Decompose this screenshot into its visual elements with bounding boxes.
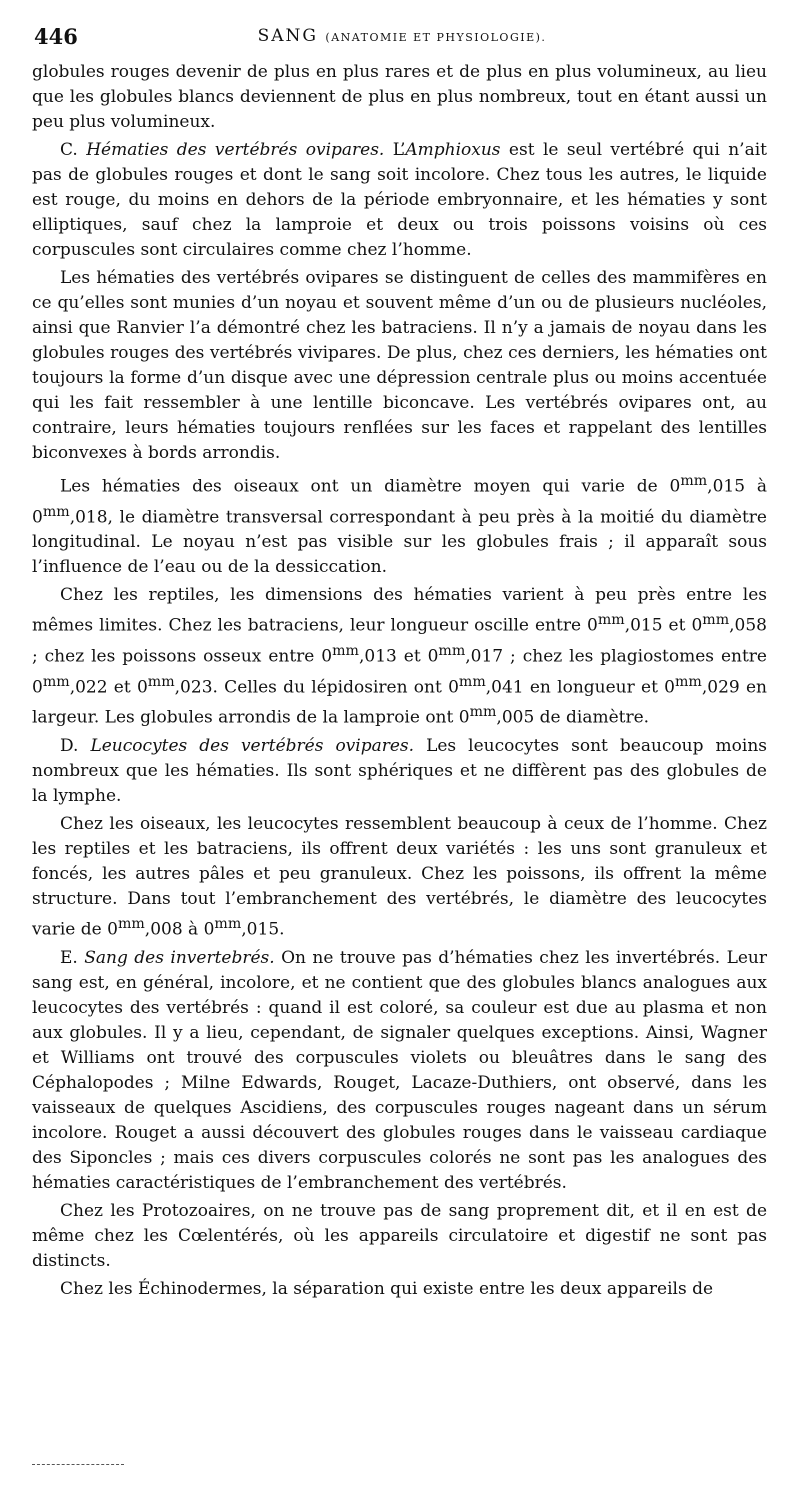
text-run: ,005 de diamètre. bbox=[496, 707, 650, 728]
unit-superscript: mm bbox=[147, 673, 175, 690]
italic-run: Amphioxus bbox=[405, 140, 501, 160]
text-run: ,023. Celles du lépidosiren ont 0 bbox=[174, 677, 459, 698]
unit-superscript: mm bbox=[469, 704, 497, 721]
unit-superscript: mm bbox=[680, 473, 708, 489]
unit-superscript: mm bbox=[332, 642, 359, 659]
unit-superscript: mm bbox=[438, 642, 466, 659]
paragraph bbox=[32, 734, 767, 809]
unit-superscript: mm bbox=[597, 612, 625, 629]
text-run: globules rouges devenir de plus en plus rares et de plus en plus volumineux, au lieu que les globules blancs deviennent de plus en plus nombreux, tout en étant aussi un peu plus volumineux. bbox=[32, 62, 767, 132]
text-run: ,015 et 0 bbox=[624, 615, 703, 636]
paragraph bbox=[32, 583, 767, 731]
text-run: C. bbox=[60, 140, 87, 160]
text-run: Chez les reptiles, les dimensions des hématies varient à peu près entre les mêmes limites. Chez les batraciens, leur longueur oscille entre 0 bbox=[32, 585, 767, 636]
text-run: D. bbox=[60, 735, 91, 756]
paragraph bbox=[32, 469, 767, 580]
text-run: L’ bbox=[384, 140, 406, 160]
running-head-title: SANG bbox=[257, 26, 318, 46]
text-run: ,041 en longueur et 0 bbox=[485, 677, 675, 698]
body-text bbox=[32, 60, 767, 1305]
text-run: Chez les Échinodermes, la séparation qui existe entre les deux appareils de bbox=[60, 1278, 714, 1299]
text-run: ,008 à 0 bbox=[144, 919, 215, 940]
text-run: Chez les oiseaux, les leucocytes ressemblent beaucoup à ceux de l’homme. Chez les reptiles et les batraciens, ils offrent deux variétés : les uns sont granuleux et foncés, les autres pâles et peu granuleux. Chez les poissons, ils offrent la même structure. Dans tout l’embranchement des vertébrés, le diamètre des leucocytes varie de 0 bbox=[32, 813, 767, 940]
paragraph bbox=[32, 60, 767, 135]
paragraph bbox=[32, 812, 767, 943]
page-header bbox=[32, 20, 772, 54]
text-run: ,015 à 0 bbox=[32, 476, 767, 528]
unit-superscript: mm bbox=[458, 673, 486, 690]
running-head bbox=[32, 26, 772, 46]
text-run: ,029 en largeur. Les globules arrondis de la lamproie ont 0 bbox=[32, 677, 767, 728]
paragraph bbox=[32, 1199, 767, 1274]
text-run: Les leucocytes sont beaucoup moins nombreux que les hématies. Ils sont sphériques et ne diffèrent pas des globules de la lymphe. bbox=[32, 735, 767, 806]
paragraph bbox=[32, 946, 767, 1196]
italic-run: Leucocytes des vertébrés ovipares. bbox=[90, 735, 415, 756]
text-run: Chez les Protozoaires, on ne trouve pas de sang proprement dit, et il en est de même chez les Cœlentérés, où les appareils circulatoire et digestif ne sont pas distincts. bbox=[32, 1200, 767, 1271]
text-run: est le seul vertébré qui n’ait pas de globules rouges et dont le sang soit incolore. Chez tous les autres, le liquide est rouge, du moins en dehors de la période embryonnaire, et les hématies y sont elliptiques, sauf chez la lamproie et deux ou trois poissons voisins où ces corpuscules sont circulaires comme chez l’homme. bbox=[32, 140, 767, 260]
unit-superscript: mm bbox=[702, 612, 730, 629]
text-run: On ne trouve pas d’hématies chez les invertébrés. Leur sang est, en général, incolore, et ne contient que des globules blancs analogues aux leucocytes des vertébrés : quand il est coloré, sa couleur est due au plasma et non aux globules. Il y a lieu, cependant, de signaler quelques exceptions. Ainsi, Wagner et Williams ont trouvé des corpuscules violets ou bleuâtres dans le sang des Céphalopodes ; Milne Edwards, Rouget, Lacaze-Duthiers, ont observé, dans les vaisseaux de quelques Ascidiens, des corpuscules rouges nageant dans un sérum incolore. Rouget a aussi découvert des globules rouges dans le vaisseau cardiaque des Siponcles ; mais ces divers corpuscules colorés ne sont pas les analogues des hématies caractéristiques de l’embranchement des vertébrés. bbox=[32, 947, 767, 1193]
text-run: ,015. bbox=[241, 919, 285, 940]
unit-superscript: mm bbox=[675, 673, 702, 690]
unit-superscript: mm bbox=[42, 673, 70, 690]
paragraph bbox=[32, 138, 767, 263]
page-number: 446 bbox=[34, 24, 78, 49]
paragraph bbox=[32, 1277, 767, 1302]
text-run: ,013 et 0 bbox=[358, 646, 439, 667]
running-head-subtitle: (ANATOMIE ET PHYSIOLOGIE). bbox=[325, 31, 547, 44]
text-run: ,022 et 0 bbox=[69, 677, 148, 698]
footer-rule bbox=[32, 1464, 124, 1465]
italic-run: Sang des invertebrés. bbox=[84, 947, 275, 968]
unit-superscript: mm bbox=[214, 915, 242, 932]
text-run: E. bbox=[60, 947, 85, 968]
text-run: Les hématies des oiseaux ont un diamètre moyen qui varie de 0 bbox=[60, 476, 681, 497]
text-run: ,058 ; chez les poissons osseux entre 0 bbox=[32, 615, 767, 667]
unit-superscript: mm bbox=[42, 503, 70, 520]
text-run: Les hématies des vertébrés ovipares se distinguent de celles des mammifères en ce qu’elles sont munies d’un noyau et souvent même d’un ou de plusieurs nucléoles, ainsi que Ranvier l’a démontré chez les batraciens. Il n’y a jamais de noyau dans les globules rouges des vertébrés vivipares. De plus, chez ces derniers, les hématies ont toujours la forme d’un disque avec une dépression centrale plus ou moins accentuée qui les fait ressembler à une lentille biconcave. Les vertébrés ovipares ont, au contraire, leurs hématies toujours renflées sur les faces et rappelant des lentilles biconvexes à bords arrondis. bbox=[32, 268, 767, 463]
unit-superscript: mm bbox=[117, 915, 145, 932]
text-run: ,018, le diamètre transversal correspondant à peu près à la moitié du diamètre longitudinal. Le noyau n’est pas visible sur les globules frais ; il apparaît sous l’influence de l’eau ou de la dessiccation. bbox=[32, 507, 767, 578]
italic-run: Hématies des vertébrés ovipares. bbox=[86, 140, 385, 160]
text-run: ,017 ; chez les plagiostomes entre 0 bbox=[32, 646, 767, 698]
paragraph bbox=[32, 266, 767, 466]
